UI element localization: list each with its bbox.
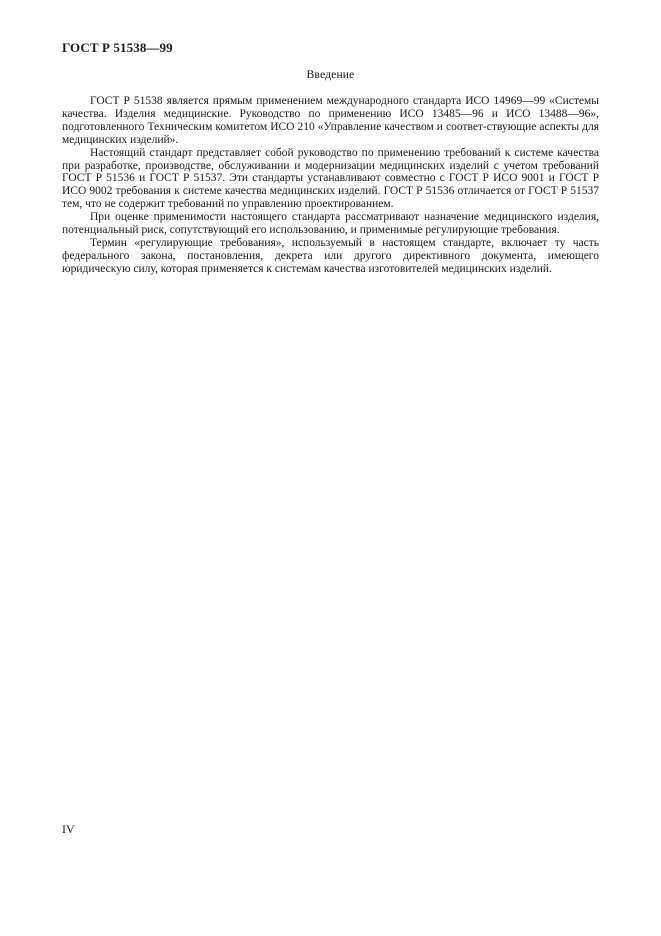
paragraph-1: ГОСТ Р 51538 является прямым применением международного стандарта ИСО 14969—99 «Системы качества. Изделия медицинские. Руководство по применению ИСО 13485—96 и ИСО 13488—96», подготовленного Техническим комитетом ИСО 210 «Управление качеством и соответ-ствующие аспекты для медицинских изделий».: [62, 95, 599, 146]
paragraph-4: Термин «регулирующие требования», используемый в настоящем стандарте, включает ту часть федерального закона, постановления, декрета или другого директивного документа, имеющего юридическую силу, которая применяется к системам качества изготовителей медицинских изделий.: [62, 236, 599, 275]
paragraph-3: При оценке применимости настоящего стандарта рассматривают назначение медицинского изделия, потенциальный риск, сопутствующий его использованию, и применимые регулирующие требования.: [62, 211, 599, 237]
page-number: IV: [62, 822, 75, 836]
body-text: [62, 95, 599, 276]
section-title: Введение: [306, 69, 355, 81]
paragraph-2: Настоящий стандарт представляет собой руководство по применению требований к системе качества при разработке, производстве, обслуживании и модернизации медицинских изделий с учетом требований ГОСТ Р 51536 и ГОСТ Р 51537. Эти стандарты устанавливают совместно с ГОСТ Р ИСО 9001 и ГОСТ Р ИСО 9002 требования к системе качества медицинских изделий. ГОСТ Р 51536 отличается от ГОСТ Р 51537 тем, что не содержит требований по управлению проектированием.: [62, 146, 599, 211]
document-code-header: ГОСТ Р 51538—99: [62, 40, 173, 55]
